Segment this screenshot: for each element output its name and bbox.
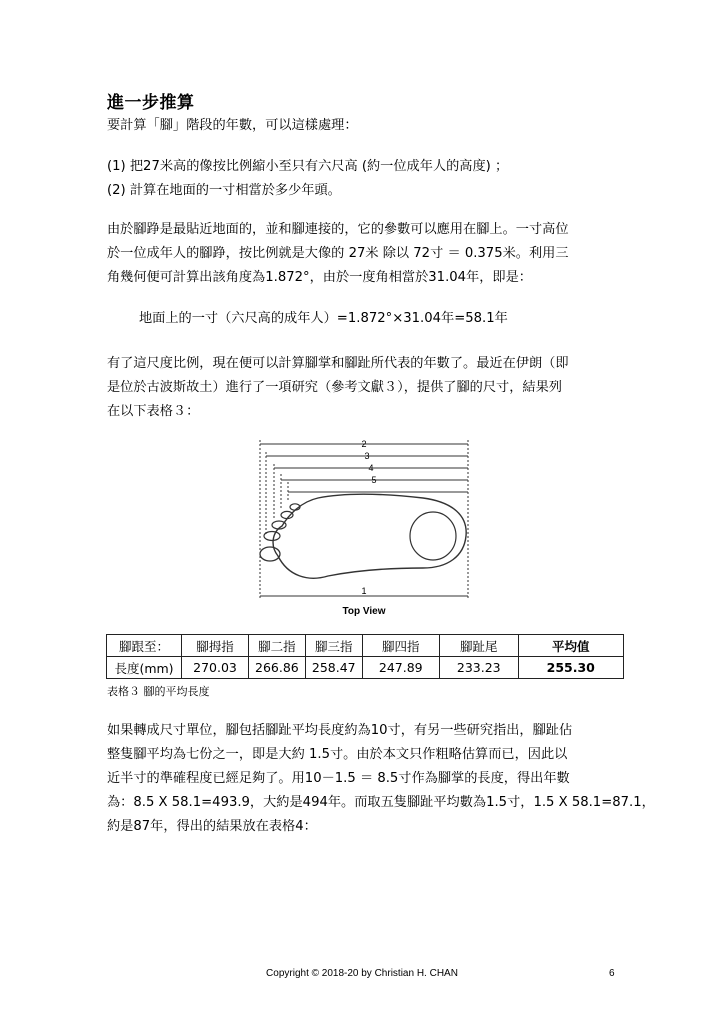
paragraph-line: 為：8.5 X 58.1=493.9，大約是494年。而取五隻腳趾平均數為1.5寸，1.5 X 58.1=87.1， [107, 795, 655, 810]
table-cell: 233.23 [439, 657, 518, 679]
foot-length-table [106, 634, 624, 679]
dimension-label: 1 [361, 586, 367, 596]
table-caption: 表格３ 腳的平均長度 [107, 685, 210, 698]
steps-list [107, 155, 627, 203]
table-cell: 長度(mm) [107, 657, 182, 679]
paragraph-line: 角幾何便可計算出該角度為1.872°，由於一度角相當於31.04年，即是： [107, 270, 532, 285]
dimension-label: 2 [361, 439, 367, 449]
table-cell: 腳三指 [305, 635, 362, 657]
paragraph-line: 約是87年，得出的結果放在表格4： [107, 819, 317, 834]
copyright-footer: Copyright © 2018-20 by Christian H. CHAN [266, 968, 458, 979]
table-cell: 266.86 [249, 657, 306, 679]
paragraph-line: 如果轉成尺寸單位，腳包括腳趾平均長度約為10寸，有另一些研究指出，腳趾佔 [107, 723, 573, 738]
intro-paragraph [107, 114, 627, 138]
paragraph-conversion [107, 719, 655, 839]
figure-caption: Top View [342, 606, 386, 617]
table-cell: 270.03 [182, 657, 249, 679]
section-heading: 進一步推算 [107, 93, 195, 113]
table-cell: 平均值 [518, 635, 623, 657]
foot-diagram [248, 436, 478, 618]
dimension-label: 4 [368, 463, 374, 473]
table-cell: 腳拇指 [182, 635, 249, 657]
paragraph-line: 於一位成年人的腳踭，按比例就是大像的 27米 除以 72寸 ＝ 0.375米。利用三 [107, 246, 569, 261]
table-header-row [107, 635, 624, 657]
table-cell: 255.30 [518, 657, 623, 679]
paragraph-line: 整隻腳平均為七份之一，即是大約 1.5寸。由於本文只作粗略估算而已，因此以 [107, 747, 568, 762]
page-number: 6 [609, 968, 615, 979]
table-row [107, 657, 624, 679]
formula-line: 地面上的一寸（六尺高的成年人）=1.872°×31.04年=58.1年 [139, 311, 508, 326]
table-cell: 腳跟至： [107, 635, 182, 657]
dimension-label: 3 [364, 451, 370, 461]
intro-line: 要計算「腳」階段的年數，可以這樣處理： [107, 118, 358, 133]
table-cell: 腳趾尾 [439, 635, 518, 657]
step-item: (2) 計算在地面的一寸相當於多少年頭。 [107, 183, 341, 198]
step-item: (1) 把27米高的像按比例縮小至只有六尺高 (約一位成年人的高度) ； [107, 159, 509, 174]
table-cell: 258.47 [305, 657, 362, 679]
paragraph-line: 是位於古波斯故土）進行了一項研究（參考文獻３），提供了腳的尺寸，結果列 [107, 380, 562, 395]
table-cell: 腳四指 [362, 635, 439, 657]
paragraph-line: 由於腳踭是最貼近地面的，並和腳連接的，它的參數可以應用在腳上。一寸高位 [107, 222, 569, 237]
paragraph-ratio [107, 352, 627, 424]
paragraph-line: 有了這尺度比例，現在便可以計算腳掌和腳趾所代表的年數了。最近在伊朗（即 [107, 356, 569, 371]
paragraph-line: 在以下表格３： [107, 404, 200, 419]
paragraph-line: 近半寸的準確程度已經足夠了。用10－1.5 ＝ 8.5寸作為腳掌的長度，得出年數 [107, 771, 570, 786]
table-cell: 247.89 [362, 657, 439, 679]
dimension-label: 5 [371, 475, 377, 485]
table-cell: 腳二指 [249, 635, 306, 657]
formula-block [107, 307, 627, 331]
paragraph-heel [107, 218, 627, 290]
